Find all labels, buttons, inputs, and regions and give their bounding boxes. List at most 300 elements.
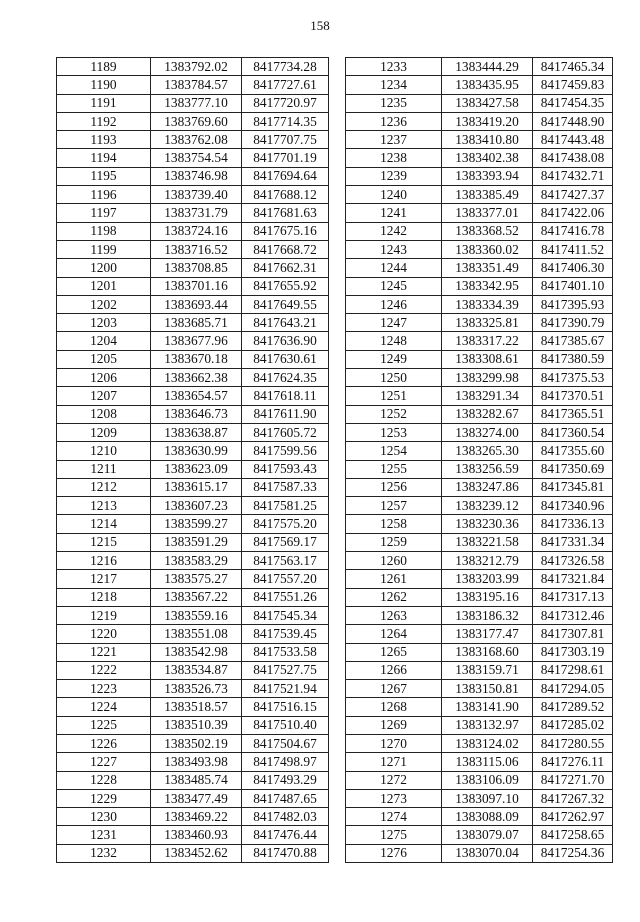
y-coordinate-cell: 8417267.32 [533, 789, 613, 807]
table-row [346, 259, 613, 277]
y-coordinate-cell: 8417734.28 [242, 58, 329, 76]
y-coordinate-cell: 8417303.19 [533, 643, 613, 661]
table-row [346, 734, 613, 752]
point-number-cell: 1272 [346, 771, 442, 789]
x-coordinate-cell: 1383203.99 [442, 570, 533, 588]
point-number-cell: 1217 [57, 570, 151, 588]
table-row [57, 625, 329, 643]
y-coordinate-cell: 8417630.61 [242, 350, 329, 368]
x-coordinate-cell: 1383325.81 [442, 314, 533, 332]
y-coordinate-cell: 8417551.26 [242, 588, 329, 606]
point-number-cell: 1270 [346, 734, 442, 752]
y-coordinate-cell: 8417563.17 [242, 552, 329, 570]
point-number-cell: 1263 [346, 606, 442, 624]
y-coordinate-cell: 8417395.93 [533, 295, 613, 313]
y-coordinate-cell: 8417380.59 [533, 350, 613, 368]
point-number-cell: 1211 [57, 460, 151, 478]
table-row [346, 497, 613, 515]
table-row [346, 625, 613, 643]
point-number-cell: 1269 [346, 716, 442, 734]
x-coordinate-cell: 1383308.61 [442, 350, 533, 368]
y-coordinate-cell: 8417655.92 [242, 277, 329, 295]
point-number-cell: 1204 [57, 332, 151, 350]
x-coordinate-cell: 1383646.73 [151, 405, 242, 423]
x-coordinate-cell: 1383385.49 [442, 186, 533, 204]
point-number-cell: 1258 [346, 515, 442, 533]
table-row [57, 734, 329, 752]
table-row [57, 167, 329, 185]
table-row [57, 222, 329, 240]
y-coordinate-cell: 8417618.11 [242, 387, 329, 405]
x-coordinate-cell: 1383551.08 [151, 625, 242, 643]
table-row [346, 661, 613, 679]
x-coordinate-cell: 1383342.95 [442, 277, 533, 295]
table-row [57, 753, 329, 771]
table-row [57, 533, 329, 551]
y-coordinate-cell: 8417271.70 [533, 771, 613, 789]
point-number-cell: 1244 [346, 259, 442, 277]
y-coordinate-cell: 8417298.61 [533, 661, 613, 679]
x-coordinate-cell: 1383591.29 [151, 533, 242, 551]
point-number-cell: 1218 [57, 588, 151, 606]
table-row [346, 222, 613, 240]
x-coordinate-cell: 1383460.93 [151, 826, 242, 844]
x-coordinate-cell: 1383265.30 [442, 442, 533, 460]
x-coordinate-cell: 1383731.79 [151, 204, 242, 222]
point-number-cell: 1202 [57, 295, 151, 313]
point-number-cell: 1198 [57, 222, 151, 240]
y-coordinate-cell: 8417498.97 [242, 753, 329, 771]
table-row [346, 423, 613, 441]
table-row [57, 844, 329, 862]
y-coordinate-cell: 8417668.72 [242, 240, 329, 258]
point-number-cell: 1255 [346, 460, 442, 478]
point-number-cell: 1256 [346, 478, 442, 496]
x-coordinate-cell: 1383239.12 [442, 497, 533, 515]
table-row [346, 552, 613, 570]
x-coordinate-cell: 1383493.98 [151, 753, 242, 771]
x-coordinate-cell: 1383141.90 [442, 698, 533, 716]
y-coordinate-cell: 8417714.35 [242, 112, 329, 130]
table-row [57, 661, 329, 679]
y-coordinate-cell: 8417411.52 [533, 240, 613, 258]
y-coordinate-cell: 8417443.48 [533, 131, 613, 149]
x-coordinate-cell: 1383654.57 [151, 387, 242, 405]
point-number-cell: 1216 [57, 552, 151, 570]
x-coordinate-cell: 1383638.87 [151, 423, 242, 441]
y-coordinate-cell: 8417581.25 [242, 497, 329, 515]
x-coordinate-cell: 1383685.71 [151, 314, 242, 332]
table-row [346, 753, 613, 771]
point-number-cell: 1257 [346, 497, 442, 515]
x-coordinate-cell: 1383368.52 [442, 222, 533, 240]
point-number-cell: 1220 [57, 625, 151, 643]
y-coordinate-cell: 8417438.08 [533, 149, 613, 167]
y-coordinate-cell: 8417533.58 [242, 643, 329, 661]
y-coordinate-cell: 8417504.67 [242, 734, 329, 752]
x-coordinate-cell: 1383291.34 [442, 387, 533, 405]
table-row [346, 314, 613, 332]
table-row [57, 643, 329, 661]
x-coordinate-cell: 1383410.80 [442, 131, 533, 149]
x-coordinate-cell: 1383274.00 [442, 423, 533, 441]
y-coordinate-cell: 8417258.65 [533, 826, 613, 844]
table-row [57, 149, 329, 167]
y-coordinate-cell: 8417317.13 [533, 588, 613, 606]
table-row [346, 789, 613, 807]
table-row [57, 186, 329, 204]
point-number-cell: 1196 [57, 186, 151, 204]
y-coordinate-cell: 8417557.20 [242, 570, 329, 588]
point-number-cell: 1200 [57, 259, 151, 277]
y-coordinate-cell: 8417448.90 [533, 112, 613, 130]
x-coordinate-cell: 1383177.47 [442, 625, 533, 643]
y-coordinate-cell: 8417707.75 [242, 131, 329, 149]
x-coordinate-cell: 1383677.96 [151, 332, 242, 350]
table-row [346, 277, 613, 295]
table-row [57, 826, 329, 844]
y-coordinate-cell: 8417406.30 [533, 259, 613, 277]
table-row [57, 698, 329, 716]
x-coordinate-cell: 1383502.19 [151, 734, 242, 752]
point-number-cell: 1249 [346, 350, 442, 368]
y-coordinate-cell: 8417355.60 [533, 442, 613, 460]
table-row [346, 643, 613, 661]
point-number-cell: 1241 [346, 204, 442, 222]
point-number-cell: 1250 [346, 369, 442, 387]
point-number-cell: 1194 [57, 149, 151, 167]
point-number-cell: 1271 [346, 753, 442, 771]
table-row [57, 771, 329, 789]
y-coordinate-cell: 8417307.81 [533, 625, 613, 643]
y-coordinate-cell: 8417336.13 [533, 515, 613, 533]
table-row [346, 369, 613, 387]
x-coordinate-cell: 1383739.40 [151, 186, 242, 204]
table-row [57, 442, 329, 460]
x-coordinate-cell: 1383477.49 [151, 789, 242, 807]
table-row [57, 478, 329, 496]
point-number-cell: 1237 [346, 131, 442, 149]
table-row [57, 369, 329, 387]
table-row [346, 771, 613, 789]
table-row [346, 844, 613, 862]
y-coordinate-cell: 8417470.88 [242, 844, 329, 862]
y-coordinate-cell: 8417487.65 [242, 789, 329, 807]
table-row [57, 76, 329, 94]
point-number-cell: 1264 [346, 625, 442, 643]
point-number-cell: 1225 [57, 716, 151, 734]
y-coordinate-cell: 8417422.06 [533, 204, 613, 222]
x-coordinate-cell: 1383518.57 [151, 698, 242, 716]
point-number-cell: 1224 [57, 698, 151, 716]
y-coordinate-cell: 8417569.17 [242, 533, 329, 551]
table-row [346, 186, 613, 204]
x-coordinate-cell: 1383754.54 [151, 149, 242, 167]
x-coordinate-cell: 1383746.98 [151, 167, 242, 185]
point-number-cell: 1208 [57, 405, 151, 423]
point-number-cell: 1219 [57, 606, 151, 624]
table-row [57, 789, 329, 807]
y-coordinate-cell: 8417289.52 [533, 698, 613, 716]
x-coordinate-cell: 1383670.18 [151, 350, 242, 368]
point-number-cell: 1214 [57, 515, 151, 533]
x-coordinate-cell: 1383701.16 [151, 277, 242, 295]
x-coordinate-cell: 1383115.06 [442, 753, 533, 771]
y-coordinate-cell: 8417262.97 [533, 808, 613, 826]
table-row [57, 350, 329, 368]
y-coordinate-cell: 8417587.33 [242, 478, 329, 496]
table-row [346, 204, 613, 222]
point-number-cell: 1242 [346, 222, 442, 240]
table-row [346, 58, 613, 76]
table-row [57, 58, 329, 76]
point-number-cell: 1247 [346, 314, 442, 332]
y-coordinate-cell: 8417254.36 [533, 844, 613, 862]
x-coordinate-cell: 1383575.27 [151, 570, 242, 588]
x-coordinate-cell: 1383360.02 [442, 240, 533, 258]
y-coordinate-cell: 8417593.43 [242, 460, 329, 478]
point-number-cell: 1203 [57, 314, 151, 332]
x-coordinate-cell: 1383132.97 [442, 716, 533, 734]
point-number-cell: 1228 [57, 771, 151, 789]
table-row [57, 387, 329, 405]
table-row [57, 259, 329, 277]
coordinates-table-right [345, 57, 613, 863]
point-number-cell: 1210 [57, 442, 151, 460]
x-coordinate-cell: 1383769.60 [151, 112, 242, 130]
table-row [346, 588, 613, 606]
point-number-cell: 1276 [346, 844, 442, 862]
point-number-cell: 1231 [57, 826, 151, 844]
y-coordinate-cell: 8417649.55 [242, 295, 329, 313]
point-number-cell: 1213 [57, 497, 151, 515]
point-number-cell: 1243 [346, 240, 442, 258]
y-coordinate-cell: 8417375.53 [533, 369, 613, 387]
y-coordinate-cell: 8417326.58 [533, 552, 613, 570]
x-coordinate-cell: 1383444.29 [442, 58, 533, 76]
x-coordinate-cell: 1383435.95 [442, 76, 533, 94]
table-row [57, 204, 329, 222]
point-number-cell: 1248 [346, 332, 442, 350]
x-coordinate-cell: 1383402.38 [442, 149, 533, 167]
x-coordinate-cell: 1383542.98 [151, 643, 242, 661]
x-coordinate-cell: 1383150.81 [442, 680, 533, 698]
point-number-cell: 1254 [346, 442, 442, 460]
table-row [346, 716, 613, 734]
table-row [57, 112, 329, 130]
x-coordinate-cell: 1383693.44 [151, 295, 242, 313]
point-number-cell: 1252 [346, 405, 442, 423]
y-coordinate-cell: 8417681.63 [242, 204, 329, 222]
point-number-cell: 1246 [346, 295, 442, 313]
point-number-cell: 1239 [346, 167, 442, 185]
table-row [57, 314, 329, 332]
table-row [57, 295, 329, 313]
point-number-cell: 1259 [346, 533, 442, 551]
point-number-cell: 1215 [57, 533, 151, 551]
table-row [57, 497, 329, 515]
point-number-cell: 1267 [346, 680, 442, 698]
table-row [57, 240, 329, 258]
table-row [346, 76, 613, 94]
y-coordinate-cell: 8417331.34 [533, 533, 613, 551]
table-body-right [346, 58, 613, 863]
table-row [346, 460, 613, 478]
y-coordinate-cell: 8417370.51 [533, 387, 613, 405]
x-coordinate-cell: 1383630.99 [151, 442, 242, 460]
y-coordinate-cell: 8417401.10 [533, 277, 613, 295]
point-number-cell: 1222 [57, 661, 151, 679]
x-coordinate-cell: 1383526.73 [151, 680, 242, 698]
y-coordinate-cell: 8417385.67 [533, 332, 613, 350]
x-coordinate-cell: 1383317.22 [442, 332, 533, 350]
point-number-cell: 1199 [57, 240, 151, 258]
y-coordinate-cell: 8417675.16 [242, 222, 329, 240]
point-number-cell: 1227 [57, 753, 151, 771]
table-row [346, 387, 613, 405]
table-row [57, 405, 329, 423]
y-coordinate-cell: 8417454.35 [533, 94, 613, 112]
point-number-cell: 1221 [57, 643, 151, 661]
table-row [346, 295, 613, 313]
x-coordinate-cell: 1383777.10 [151, 94, 242, 112]
x-coordinate-cell: 1383623.09 [151, 460, 242, 478]
y-coordinate-cell: 8417312.46 [533, 606, 613, 624]
point-number-cell: 1191 [57, 94, 151, 112]
x-coordinate-cell: 1383186.32 [442, 606, 533, 624]
point-number-cell: 1273 [346, 789, 442, 807]
table-row [346, 826, 613, 844]
point-number-cell: 1260 [346, 552, 442, 570]
point-number-cell: 1206 [57, 369, 151, 387]
y-coordinate-cell: 8417516.15 [242, 698, 329, 716]
point-number-cell: 1233 [346, 58, 442, 76]
y-coordinate-cell: 8417694.64 [242, 167, 329, 185]
point-number-cell: 1236 [346, 112, 442, 130]
table-row [346, 808, 613, 826]
point-number-cell: 1195 [57, 167, 151, 185]
y-coordinate-cell: 8417527.75 [242, 661, 329, 679]
y-coordinate-cell: 8417416.78 [533, 222, 613, 240]
y-coordinate-cell: 8417276.11 [533, 753, 613, 771]
x-coordinate-cell: 1383159.71 [442, 661, 533, 679]
x-coordinate-cell: 1383419.20 [442, 112, 533, 130]
y-coordinate-cell: 8417345.81 [533, 478, 613, 496]
table-row [346, 112, 613, 130]
x-coordinate-cell: 1383792.02 [151, 58, 242, 76]
x-coordinate-cell: 1383097.10 [442, 789, 533, 807]
y-coordinate-cell: 8417350.69 [533, 460, 613, 478]
table-row [346, 442, 613, 460]
x-coordinate-cell: 1383599.27 [151, 515, 242, 533]
point-number-cell: 1197 [57, 204, 151, 222]
x-coordinate-cell: 1383662.38 [151, 369, 242, 387]
y-coordinate-cell: 8417688.12 [242, 186, 329, 204]
y-coordinate-cell: 8417476.44 [242, 826, 329, 844]
point-number-cell: 1275 [346, 826, 442, 844]
y-coordinate-cell: 8417662.31 [242, 259, 329, 277]
y-coordinate-cell: 8417459.83 [533, 76, 613, 94]
point-number-cell: 1235 [346, 94, 442, 112]
coordinates-table-left [56, 57, 329, 863]
table-row [346, 405, 613, 423]
y-coordinate-cell: 8417360.54 [533, 423, 613, 441]
table-row [57, 423, 329, 441]
table-row [57, 588, 329, 606]
y-coordinate-cell: 8417340.96 [533, 497, 613, 515]
point-number-cell: 1226 [57, 734, 151, 752]
table-row [346, 680, 613, 698]
y-coordinate-cell: 8417605.72 [242, 423, 329, 441]
x-coordinate-cell: 1383583.29 [151, 552, 242, 570]
point-number-cell: 1253 [346, 423, 442, 441]
table-row [57, 94, 329, 112]
point-number-cell: 1245 [346, 277, 442, 295]
y-coordinate-cell: 8417545.34 [242, 606, 329, 624]
table-row [57, 716, 329, 734]
x-coordinate-cell: 1383567.22 [151, 588, 242, 606]
x-coordinate-cell: 1383088.09 [442, 808, 533, 826]
table-row [346, 606, 613, 624]
x-coordinate-cell: 1383724.16 [151, 222, 242, 240]
x-coordinate-cell: 1383485.74 [151, 771, 242, 789]
x-coordinate-cell: 1383106.09 [442, 771, 533, 789]
y-coordinate-cell: 8417294.05 [533, 680, 613, 698]
table-row [346, 533, 613, 551]
y-coordinate-cell: 8417636.90 [242, 332, 329, 350]
x-coordinate-cell: 1383079.07 [442, 826, 533, 844]
x-coordinate-cell: 1383559.16 [151, 606, 242, 624]
point-number-cell: 1266 [346, 661, 442, 679]
x-coordinate-cell: 1383299.98 [442, 369, 533, 387]
x-coordinate-cell: 1383124.02 [442, 734, 533, 752]
table-body-left [57, 58, 329, 863]
table-row [346, 515, 613, 533]
y-coordinate-cell: 8417727.61 [242, 76, 329, 94]
x-coordinate-cell: 1383230.36 [442, 515, 533, 533]
point-number-cell: 1201 [57, 277, 151, 295]
point-number-cell: 1230 [57, 808, 151, 826]
x-coordinate-cell: 1383534.87 [151, 661, 242, 679]
x-coordinate-cell: 1383393.94 [442, 167, 533, 185]
table-row [57, 332, 329, 350]
table-row [346, 94, 613, 112]
table-row [57, 277, 329, 295]
y-coordinate-cell: 8417539.45 [242, 625, 329, 643]
table-row [346, 149, 613, 167]
table-row [346, 167, 613, 185]
point-number-cell: 1234 [346, 76, 442, 94]
point-number-cell: 1262 [346, 588, 442, 606]
x-coordinate-cell: 1383615.17 [151, 478, 242, 496]
x-coordinate-cell: 1383377.01 [442, 204, 533, 222]
x-coordinate-cell: 1383427.58 [442, 94, 533, 112]
x-coordinate-cell: 1383212.79 [442, 552, 533, 570]
table-row [57, 680, 329, 698]
point-number-cell: 1190 [57, 76, 151, 94]
x-coordinate-cell: 1383607.23 [151, 497, 242, 515]
x-coordinate-cell: 1383452.62 [151, 844, 242, 862]
y-coordinate-cell: 8417599.56 [242, 442, 329, 460]
point-number-cell: 1192 [57, 112, 151, 130]
table-row [346, 332, 613, 350]
point-number-cell: 1209 [57, 423, 151, 441]
point-number-cell: 1229 [57, 789, 151, 807]
y-coordinate-cell: 8417575.20 [242, 515, 329, 533]
table-row [346, 478, 613, 496]
x-coordinate-cell: 1383784.57 [151, 76, 242, 94]
point-number-cell: 1189 [57, 58, 151, 76]
